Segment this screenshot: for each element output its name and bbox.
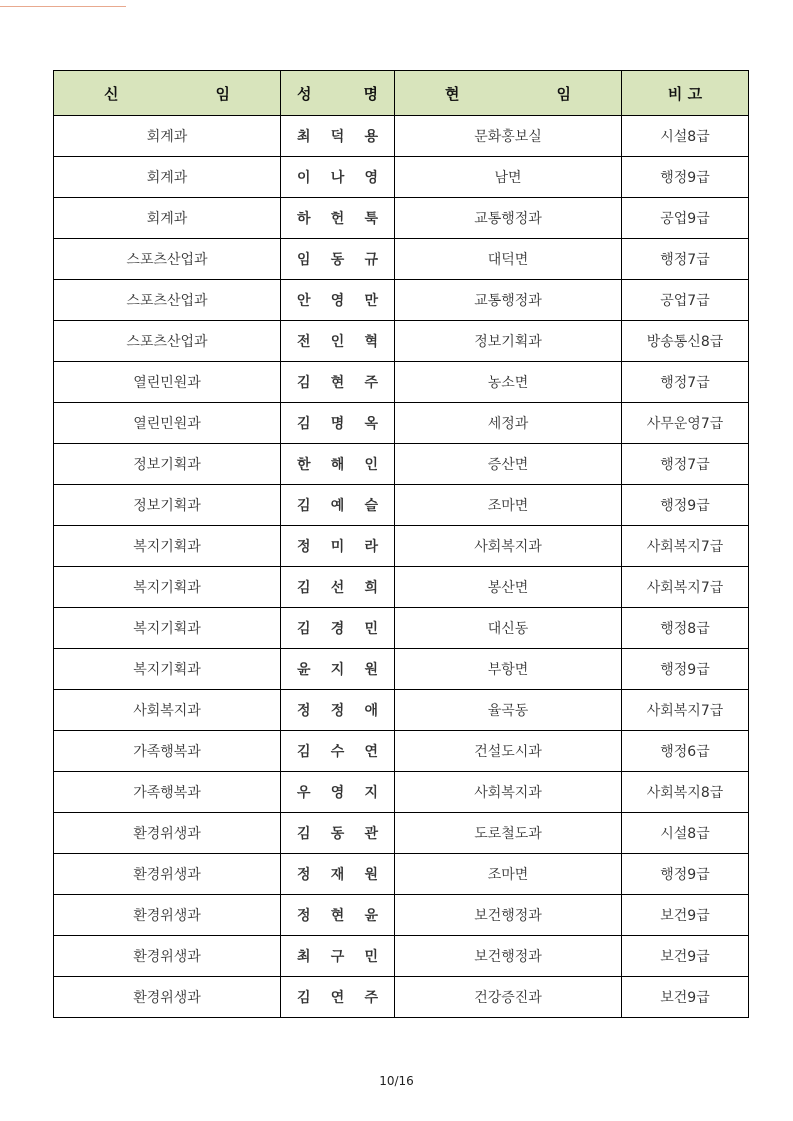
name-char: 최 [297, 949, 311, 965]
cell-new-post: 환경위생과 [54, 895, 281, 936]
name-char: 해 [330, 457, 345, 473]
cell-name [281, 157, 395, 198]
name-char: 재 [330, 867, 345, 883]
name-char: 명 [330, 416, 345, 432]
table-row [54, 772, 749, 813]
cell-current-post: 증산면 [395, 444, 622, 485]
name-char: 예 [330, 498, 345, 514]
name-char: 애 [364, 703, 378, 719]
cell-note: 행정7급 [622, 239, 749, 280]
table-row [54, 362, 749, 403]
cell-current-post: 농소면 [395, 362, 622, 403]
name-char: 관 [364, 826, 378, 842]
table-row [54, 321, 749, 362]
header-new-post-char: 임 [215, 84, 230, 103]
cell-current-post: 남면 [395, 157, 622, 198]
personnel-table [53, 70, 749, 1018]
cell-note: 행정8급 [622, 608, 749, 649]
name-char: 안 [297, 293, 311, 309]
name-char: 연 [330, 990, 345, 1006]
cell-name [281, 444, 395, 485]
table-row [54, 444, 749, 485]
name-char: 김 [297, 990, 311, 1006]
name-char: 전 [297, 334, 311, 350]
cell-new-post: 정보기획과 [54, 444, 281, 485]
header-current-post [395, 71, 622, 116]
name-char: 지 [330, 662, 345, 678]
name-char: 현 [330, 908, 345, 924]
name-char: 정 [297, 703, 311, 719]
name-char: 영 [330, 293, 345, 309]
name-char: 인 [330, 334, 345, 350]
name-char: 헌 [330, 211, 345, 227]
cell-current-post: 보건행정과 [395, 895, 622, 936]
name-char: 하 [297, 211, 311, 227]
cell-current-post: 조마면 [395, 854, 622, 895]
name-char: 원 [364, 867, 378, 883]
name-char: 정 [297, 867, 311, 883]
cell-note: 행정9급 [622, 649, 749, 690]
cell-name [281, 854, 395, 895]
name-char: 미 [330, 539, 345, 555]
cell-current-post: 교통행정과 [395, 198, 622, 239]
cell-name [281, 731, 395, 772]
cell-current-post: 교통행정과 [395, 280, 622, 321]
name-char: 인 [364, 457, 378, 473]
cell-name [281, 895, 395, 936]
name-char: 지 [364, 785, 378, 801]
cell-new-post: 가족행복과 [54, 731, 281, 772]
cell-new-post: 열린민원과 [54, 403, 281, 444]
cell-note: 행정9급 [622, 854, 749, 895]
name-char: 김 [297, 498, 311, 514]
cell-current-post: 사회복지과 [395, 772, 622, 813]
table-row [54, 198, 749, 239]
header-new-post [54, 71, 281, 116]
cell-current-post: 정보기획과 [395, 321, 622, 362]
table-row [54, 567, 749, 608]
table-row [54, 936, 749, 977]
name-char: 희 [364, 580, 378, 596]
cell-new-post: 환경위생과 [54, 854, 281, 895]
cell-name [281, 485, 395, 526]
cell-new-post: 복지기획과 [54, 649, 281, 690]
name-char: 용 [364, 129, 378, 145]
header-note: 비 고 [622, 71, 749, 116]
table-row [54, 731, 749, 772]
table-row [54, 239, 749, 280]
name-char: 현 [330, 375, 345, 391]
cell-new-post: 스포츠산업과 [54, 280, 281, 321]
name-char: 툭 [364, 211, 378, 227]
cell-name [281, 690, 395, 731]
cell-note: 행정9급 [622, 157, 749, 198]
name-char: 민 [364, 949, 378, 965]
cell-current-post: 문화홍보실 [395, 116, 622, 157]
cell-note: 행정7급 [622, 444, 749, 485]
table-row [54, 813, 749, 854]
cell-name [281, 813, 395, 854]
cell-current-post: 부항면 [395, 649, 622, 690]
header-name-char: 명 [363, 84, 378, 103]
cell-note: 공업9급 [622, 198, 749, 239]
cell-current-post: 도로철도과 [395, 813, 622, 854]
cell-current-post: 사회복지과 [395, 526, 622, 567]
name-char: 최 [297, 129, 311, 145]
name-char: 선 [330, 580, 345, 596]
header-new-post-char: 신 [104, 84, 119, 103]
cell-new-post: 환경위생과 [54, 813, 281, 854]
name-char: 김 [297, 375, 311, 391]
cell-current-post: 율곡동 [395, 690, 622, 731]
name-char: 김 [297, 744, 311, 760]
cell-new-post: 환경위생과 [54, 936, 281, 977]
name-char: 경 [330, 621, 345, 637]
header-name-char: 성 [297, 84, 312, 103]
name-char: 옥 [364, 416, 378, 432]
name-char: 우 [297, 785, 311, 801]
cell-note: 사회복지7급 [622, 526, 749, 567]
cell-current-post: 건강증진과 [395, 977, 622, 1018]
cell-name [281, 280, 395, 321]
cell-note: 사회복지7급 [622, 690, 749, 731]
name-char: 혁 [364, 334, 378, 350]
cell-current-post: 세정과 [395, 403, 622, 444]
table-row [54, 116, 749, 157]
table-row [54, 649, 749, 690]
name-char: 연 [364, 744, 378, 760]
table-row [54, 403, 749, 444]
cell-name [281, 198, 395, 239]
cell-new-post: 복지기획과 [54, 526, 281, 567]
cell-current-post: 조마면 [395, 485, 622, 526]
cell-name [281, 772, 395, 813]
cell-current-post: 건설도시과 [395, 731, 622, 772]
cell-note: 사회복지8급 [622, 772, 749, 813]
header-current-post-char: 임 [556, 84, 571, 103]
table-row [54, 895, 749, 936]
cell-name [281, 608, 395, 649]
cell-note: 행정7급 [622, 362, 749, 403]
name-char: 구 [330, 949, 345, 965]
cell-new-post: 스포츠산업과 [54, 321, 281, 362]
name-char: 원 [364, 662, 378, 678]
name-char: 정 [330, 703, 345, 719]
cell-new-post: 환경위생과 [54, 977, 281, 1018]
cell-note: 보건9급 [622, 936, 749, 977]
cell-new-post: 복지기획과 [54, 608, 281, 649]
cell-note: 보건9급 [622, 895, 749, 936]
cell-current-post: 보건행정과 [395, 936, 622, 977]
header-name [281, 71, 395, 116]
name-char: 윤 [364, 908, 378, 924]
name-char: 임 [297, 252, 311, 268]
page-number: 10/16 [379, 1074, 414, 1088]
name-char: 한 [297, 457, 311, 473]
cell-note: 행정9급 [622, 485, 749, 526]
cell-new-post: 스포츠산업과 [54, 239, 281, 280]
name-char: 정 [297, 539, 311, 555]
name-char: 이 [297, 170, 311, 186]
cell-new-post: 정보기획과 [54, 485, 281, 526]
name-char: 김 [297, 826, 311, 842]
name-char: 동 [330, 826, 345, 842]
table-row [54, 485, 749, 526]
cell-note: 사회복지7급 [622, 567, 749, 608]
cell-new-post: 복지기획과 [54, 567, 281, 608]
cell-name [281, 526, 395, 567]
cell-note: 시설8급 [622, 813, 749, 854]
cell-current-post: 봉산면 [395, 567, 622, 608]
name-char: 정 [297, 908, 311, 924]
table-row [54, 526, 749, 567]
table-row [54, 608, 749, 649]
name-char: 수 [330, 744, 345, 760]
cell-name [281, 116, 395, 157]
cell-name [281, 362, 395, 403]
name-char: 김 [297, 416, 311, 432]
cell-name [281, 321, 395, 362]
table-row [54, 977, 749, 1018]
name-char: 규 [364, 252, 378, 268]
name-char: 영 [330, 785, 345, 801]
header-current-post-char: 현 [445, 84, 460, 103]
cell-current-post: 대신동 [395, 608, 622, 649]
cell-name [281, 403, 395, 444]
name-char: 만 [364, 293, 378, 309]
name-char: 동 [330, 252, 345, 268]
cell-name [281, 936, 395, 977]
cell-new-post: 회계과 [54, 116, 281, 157]
table-row [54, 157, 749, 198]
cell-note: 보건9급 [622, 977, 749, 1018]
name-char: 민 [364, 621, 378, 637]
cell-name [281, 567, 395, 608]
cell-current-post: 대덕면 [395, 239, 622, 280]
cell-note: 방송통신8급 [622, 321, 749, 362]
cell-name [281, 239, 395, 280]
cell-note: 사무운영7급 [622, 403, 749, 444]
cell-new-post: 회계과 [54, 198, 281, 239]
cell-new-post: 열린민원과 [54, 362, 281, 403]
name-char: 나 [330, 170, 345, 186]
cell-name [281, 977, 395, 1018]
cell-new-post: 가족행복과 [54, 772, 281, 813]
cell-name [281, 649, 395, 690]
name-char: 라 [364, 539, 378, 555]
table-row [54, 280, 749, 321]
table-row [54, 854, 749, 895]
name-char: 윤 [297, 662, 311, 678]
table-row [54, 690, 749, 731]
name-char: 주 [364, 990, 378, 1006]
cell-new-post: 사회복지과 [54, 690, 281, 731]
cell-note: 시설8급 [622, 116, 749, 157]
table-body [54, 116, 749, 1018]
name-char: 주 [364, 375, 378, 391]
name-char: 슬 [364, 498, 378, 514]
name-char: 김 [297, 580, 311, 596]
cell-new-post: 회계과 [54, 157, 281, 198]
corner-divider-line [0, 6, 126, 7]
cell-note: 행정6급 [622, 731, 749, 772]
name-char: 영 [364, 170, 378, 186]
table-header-row [54, 71, 749, 116]
cell-note: 공업7급 [622, 280, 749, 321]
name-char: 김 [297, 621, 311, 637]
name-char: 덕 [330, 129, 345, 145]
